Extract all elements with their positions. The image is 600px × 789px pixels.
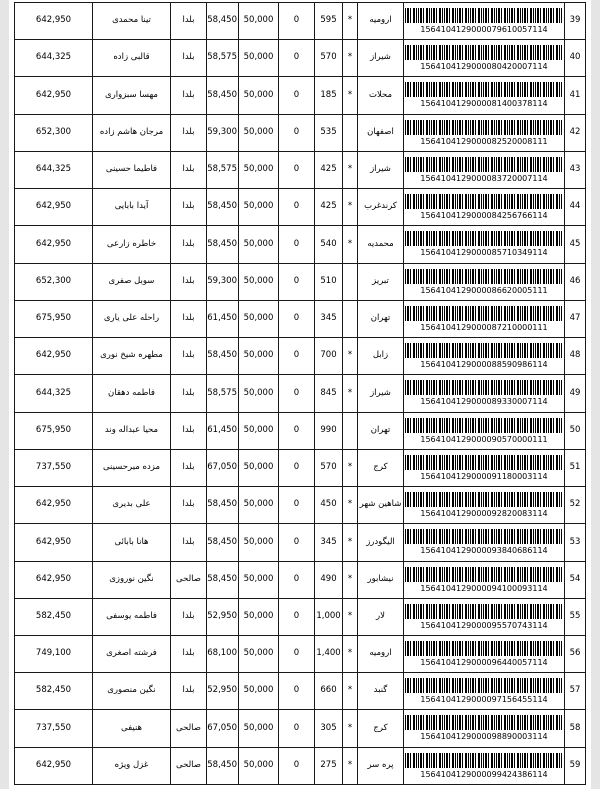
- barcode-graphic: [405, 380, 563, 395]
- name-cell: سوبل صفری: [93, 263, 171, 300]
- total-cell: 749,100: [15, 635, 93, 672]
- table-row: [15, 189, 586, 226]
- city-cell: محلات: [358, 77, 404, 114]
- star-mark-cell: [343, 412, 358, 449]
- star-mark-cell: *: [343, 598, 358, 635]
- barcode-number: 1564104129000087210000111: [420, 322, 548, 332]
- barcode-number: 1564104129000093840686114: [420, 546, 548, 556]
- zero-cell: 0: [279, 375, 315, 412]
- zero-cell: 0: [279, 114, 315, 151]
- star-mark-cell: [343, 263, 358, 300]
- barcode-number: 1564104129000089330007114: [420, 397, 548, 407]
- barcode-cell: [404, 114, 565, 151]
- table-row: [15, 412, 586, 449]
- amount-cell: 58,450: [207, 487, 239, 524]
- name-cell: آیدا بابایی: [93, 189, 171, 226]
- barcode-cell: [404, 487, 565, 524]
- star-mark-cell: *: [343, 487, 358, 524]
- barcode-cell: [404, 524, 565, 561]
- name-cell: هنیفی: [93, 710, 171, 747]
- star-mark-cell: *: [343, 338, 358, 375]
- row-number-cell: 58: [565, 710, 586, 747]
- city-cell: ارومیه: [358, 635, 404, 672]
- name-cell: فاطمه دهقان: [93, 375, 171, 412]
- zero-cell: 0: [279, 524, 315, 561]
- type-cell: بلدا: [171, 263, 207, 300]
- barcode-cell: [404, 151, 565, 188]
- row-number-cell: 40: [565, 40, 586, 77]
- city-cell: محمدیه: [358, 226, 404, 263]
- name-cell: قالبی زاده: [93, 40, 171, 77]
- total-cell: 642,950: [15, 338, 93, 375]
- star-mark-cell: *: [343, 673, 358, 710]
- type-cell: بلدا: [171, 189, 207, 226]
- barcode-number: 1564104129000085710349114: [420, 248, 548, 258]
- count-cell: 490: [315, 561, 343, 598]
- count-cell: 345: [315, 300, 343, 337]
- star-mark-cell: *: [343, 40, 358, 77]
- count-cell: 305: [315, 710, 343, 747]
- star-mark-cell: *: [343, 375, 358, 412]
- fee-cell: 50,000: [239, 487, 279, 524]
- city-cell: کرندغرب: [358, 189, 404, 226]
- zero-cell: 0: [279, 3, 315, 40]
- barcode-graphic: [405, 8, 563, 23]
- amount-cell: 58,575: [207, 151, 239, 188]
- fee-cell: 50,000: [239, 300, 279, 337]
- name-cell: فاطیما حسینی: [93, 151, 171, 188]
- star-mark-cell: *: [343, 189, 358, 226]
- city-cell: زابل: [358, 338, 404, 375]
- barcode-cell: [404, 635, 565, 672]
- total-cell: 642,950: [15, 226, 93, 263]
- amount-cell: 58,450: [207, 77, 239, 114]
- barcode-number: 1564104129000094100093114: [420, 583, 548, 593]
- zero-cell: 0: [279, 710, 315, 747]
- barcode-cell: [404, 189, 565, 226]
- barcode-graphic: [405, 567, 563, 582]
- row-number-cell: 46: [565, 263, 586, 300]
- barcode-number: 1564104129000086620005111: [420, 285, 548, 295]
- amount-cell: 67,050: [207, 710, 239, 747]
- star-mark-cell: *: [343, 747, 358, 784]
- barcode-graphic: [405, 269, 563, 284]
- amount-cell: 59,300: [207, 263, 239, 300]
- type-cell: بلدا: [171, 449, 207, 486]
- fee-cell: 50,000: [239, 598, 279, 635]
- table-row: [15, 151, 586, 188]
- barcode-graphic: [405, 641, 563, 656]
- barcode-number: 1564104129000096440057114: [420, 658, 548, 667]
- amount-cell: 52,950: [207, 598, 239, 635]
- fee-cell: 50,000: [239, 710, 279, 747]
- zero-cell: 0: [279, 561, 315, 598]
- barcode-number: 1564104129000082520008111: [420, 136, 548, 146]
- name-cell: علی بدیری: [93, 487, 171, 524]
- barcode-number: 1564104129000098890003114: [420, 732, 548, 742]
- total-cell: 642,950: [15, 524, 93, 561]
- row-number-cell: 41: [565, 77, 586, 114]
- count-cell: 345: [315, 524, 343, 561]
- count-cell: 275: [315, 747, 343, 784]
- row-number-cell: 57: [565, 673, 586, 710]
- name-cell: راحله علی یاری: [93, 300, 171, 337]
- type-cell: صالحی: [171, 710, 207, 747]
- name-cell: مرجان هاشم زاده: [93, 114, 171, 151]
- table-row: [15, 710, 586, 747]
- total-cell: 737,550: [15, 710, 93, 747]
- barcode-graphic: [405, 306, 563, 321]
- table-row: [15, 487, 586, 524]
- barcode-cell: [404, 710, 565, 747]
- name-cell: نگین منصوری: [93, 673, 171, 710]
- zero-cell: 0: [279, 487, 315, 524]
- zero-cell: 0: [279, 300, 315, 337]
- fee-cell: 50,000: [239, 114, 279, 151]
- city-cell: شاهین شهر: [358, 487, 404, 524]
- star-mark-cell: [343, 114, 358, 151]
- zero-cell: 0: [279, 263, 315, 300]
- fee-cell: 50,000: [239, 449, 279, 486]
- table-row: [15, 226, 586, 263]
- city-cell: شیراز: [358, 151, 404, 188]
- barcode-number: 1564104129000095570743114: [420, 620, 548, 630]
- zero-cell: 0: [279, 338, 315, 375]
- amount-cell: 67,050: [207, 449, 239, 486]
- barcode-cell: [404, 449, 565, 486]
- count-cell: 700: [315, 338, 343, 375]
- amount-cell: 58,450: [207, 226, 239, 263]
- row-number-cell: 50: [565, 412, 586, 449]
- city-cell: شیراز: [358, 375, 404, 412]
- table-row: [15, 524, 586, 561]
- name-cell: غزل ویژه: [93, 747, 171, 784]
- row-number-cell: 44: [565, 189, 586, 226]
- table-row: [15, 3, 586, 40]
- count-cell: 540: [315, 226, 343, 263]
- table-row: [15, 747, 586, 784]
- amount-cell: 58,450: [207, 3, 239, 40]
- name-cell: هانا بابائی: [93, 524, 171, 561]
- barcode-graphic: [405, 82, 563, 97]
- zero-cell: 0: [279, 226, 315, 263]
- star-mark-cell: *: [343, 151, 358, 188]
- barcode-graphic: [405, 120, 563, 135]
- total-cell: 644,325: [15, 151, 93, 188]
- barcode-cell: [404, 598, 565, 635]
- type-cell: بلدا: [171, 412, 207, 449]
- barcode-graphic: [405, 753, 563, 768]
- table-row: [15, 375, 586, 412]
- zero-cell: 0: [279, 673, 315, 710]
- fee-cell: 50,000: [239, 40, 279, 77]
- barcode-graphic: [405, 157, 563, 172]
- barcode-cell: [404, 300, 565, 337]
- name-cell: فرشته اصغری: [93, 635, 171, 672]
- table-row: [15, 300, 586, 337]
- type-cell: صالحی: [171, 747, 207, 784]
- barcode-number: 1564104129000080420007114: [420, 62, 548, 72]
- total-cell: 675,950: [15, 300, 93, 337]
- fee-cell: 50,000: [239, 412, 279, 449]
- city-cell: ارومیه: [358, 3, 404, 40]
- document-page: [9, 0, 591, 789]
- barcode-graphic: [405, 231, 563, 246]
- table-row: [15, 449, 586, 486]
- zero-cell: 0: [279, 412, 315, 449]
- name-cell: محیا عبداله وند: [93, 412, 171, 449]
- row-number-cell: 55: [565, 598, 586, 635]
- table-row: [15, 114, 586, 151]
- amount-cell: 61,450: [207, 300, 239, 337]
- zero-cell: 0: [279, 449, 315, 486]
- amount-cell: 59,300: [207, 114, 239, 151]
- barcode-graphic: [405, 418, 563, 433]
- type-cell: بلدا: [171, 3, 207, 40]
- amount-cell: 58,450: [207, 747, 239, 784]
- count-cell: 510: [315, 263, 343, 300]
- type-cell: بلدا: [171, 375, 207, 412]
- fee-cell: 50,000: [239, 635, 279, 672]
- barcode-graphic: [405, 343, 563, 358]
- city-cell: تهران: [358, 300, 404, 337]
- barcode-cell: [404, 338, 565, 375]
- name-cell: خاطره زارعی: [93, 226, 171, 263]
- star-mark-cell: *: [343, 710, 358, 747]
- table-row: [15, 338, 586, 375]
- row-number-cell: 59: [565, 747, 586, 784]
- city-cell: کرج: [358, 710, 404, 747]
- barcode-number: 1564104129000099424386114: [420, 769, 548, 779]
- total-cell: 642,950: [15, 3, 93, 40]
- row-number-cell: 42: [565, 114, 586, 151]
- barcode-cell: [404, 747, 565, 784]
- fee-cell: 50,000: [239, 673, 279, 710]
- amount-cell: 58,575: [207, 375, 239, 412]
- city-cell: الیگودرز: [358, 524, 404, 561]
- row-number-cell: 49: [565, 375, 586, 412]
- shipment-table: [14, 2, 586, 785]
- total-cell: 652,300: [15, 114, 93, 151]
- fee-cell: 50,000: [239, 524, 279, 561]
- count-cell: 535: [315, 114, 343, 151]
- count-cell: 425: [315, 151, 343, 188]
- city-cell: اصفهان: [358, 114, 404, 151]
- count-cell: 990: [315, 412, 343, 449]
- barcode-number: 1564104129000092820083114: [420, 509, 548, 519]
- total-cell: 644,325: [15, 40, 93, 77]
- row-number-cell: 47: [565, 300, 586, 337]
- total-cell: 737,550: [15, 449, 93, 486]
- type-cell: بلدا: [171, 40, 207, 77]
- count-cell: 595: [315, 3, 343, 40]
- row-number-cell: 54: [565, 561, 586, 598]
- star-mark-cell: *: [343, 3, 358, 40]
- row-number-cell: 51: [565, 449, 586, 486]
- star-mark-cell: [343, 300, 358, 337]
- name-cell: فاطمه یوسفی: [93, 598, 171, 635]
- total-cell: 582,450: [15, 673, 93, 710]
- name-cell: مهسا سبزواری: [93, 77, 171, 114]
- star-mark-cell: *: [343, 449, 358, 486]
- zero-cell: 0: [279, 77, 315, 114]
- star-mark-cell: *: [343, 635, 358, 672]
- row-number-cell: 43: [565, 151, 586, 188]
- fee-cell: 50,000: [239, 226, 279, 263]
- total-cell: 582,450: [15, 598, 93, 635]
- table-row: [15, 598, 586, 635]
- count-cell: 845: [315, 375, 343, 412]
- table-row: [15, 40, 586, 77]
- count-cell: 660: [315, 673, 343, 710]
- star-mark-cell: *: [343, 77, 358, 114]
- name-cell: تینا محمدی: [93, 3, 171, 40]
- total-cell: 652,300: [15, 263, 93, 300]
- zero-cell: 0: [279, 598, 315, 635]
- city-cell: شیراز: [358, 40, 404, 77]
- barcode-graphic: [405, 604, 563, 619]
- fee-cell: 50,000: [239, 338, 279, 375]
- total-cell: 644,325: [15, 375, 93, 412]
- amount-cell: 68,100: [207, 635, 239, 672]
- name-cell: مطهره شیخ نوری: [93, 338, 171, 375]
- barcode-graphic: [405, 529, 563, 544]
- table-row: [15, 635, 586, 672]
- row-number-cell: 52: [565, 487, 586, 524]
- fee-cell: 50,000: [239, 747, 279, 784]
- row-number-cell: 53: [565, 524, 586, 561]
- city-cell: تبریز: [358, 263, 404, 300]
- total-cell: 642,950: [15, 561, 93, 598]
- type-cell: بلدا: [171, 635, 207, 672]
- table-body: [15, 3, 586, 785]
- barcode-cell: [404, 40, 565, 77]
- name-cell: نگین نوروزی: [93, 561, 171, 598]
- row-number-cell: 48: [565, 338, 586, 375]
- barcode-cell: [404, 77, 565, 114]
- barcode-graphic: [405, 678, 563, 693]
- table-row: [15, 673, 586, 710]
- barcode-number: 1564104129000083720007114: [420, 173, 548, 183]
- type-cell: بلدا: [171, 598, 207, 635]
- total-cell: 675,950: [15, 412, 93, 449]
- fee-cell: 50,000: [239, 77, 279, 114]
- type-cell: بلدا: [171, 77, 207, 114]
- type-cell: صالحی: [171, 561, 207, 598]
- type-cell: بلدا: [171, 673, 207, 710]
- zero-cell: 0: [279, 747, 315, 784]
- type-cell: بلدا: [171, 524, 207, 561]
- amount-cell: 52,950: [207, 673, 239, 710]
- barcode-graphic: [405, 455, 563, 470]
- barcode-cell: [404, 263, 565, 300]
- row-number-cell: 56: [565, 635, 586, 672]
- barcode-cell: [404, 412, 565, 449]
- count-cell: 570: [315, 40, 343, 77]
- total-cell: 642,950: [15, 747, 93, 784]
- barcode-number: 1564104129000084256766114: [420, 211, 548, 221]
- barcode-number: 1564104129000097156455114: [420, 695, 548, 705]
- barcode-number: 1564104129000088590986114: [420, 360, 548, 370]
- barcode-number: 1564104129000091180003114: [420, 471, 548, 481]
- barcode-graphic: [405, 492, 563, 507]
- barcode-graphic: [405, 194, 563, 209]
- count-cell: 1,400: [315, 635, 343, 672]
- amount-cell: 58,575: [207, 40, 239, 77]
- fee-cell: 50,000: [239, 3, 279, 40]
- table-row: [15, 77, 586, 114]
- count-cell: 425: [315, 189, 343, 226]
- table-row: [15, 561, 586, 598]
- count-cell: 450: [315, 487, 343, 524]
- barcode-number: 1564104129000081400378114: [420, 99, 548, 109]
- city-cell: کرج: [358, 449, 404, 486]
- city-cell: لار: [358, 598, 404, 635]
- barcode-graphic: [405, 45, 563, 60]
- barcode-cell: [404, 673, 565, 710]
- amount-cell: 58,450: [207, 189, 239, 226]
- total-cell: 642,950: [15, 189, 93, 226]
- amount-cell: 58,450: [207, 338, 239, 375]
- count-cell: 570: [315, 449, 343, 486]
- barcode-cell: [404, 375, 565, 412]
- row-number-cell: 39: [565, 3, 586, 40]
- fee-cell: 50,000: [239, 561, 279, 598]
- zero-cell: 0: [279, 189, 315, 226]
- barcode-number: 1564104129000079610057114: [420, 25, 548, 35]
- zero-cell: 0: [279, 151, 315, 188]
- type-cell: بلدا: [171, 338, 207, 375]
- name-cell: مزده میرحسینی: [93, 449, 171, 486]
- fee-cell: 50,000: [239, 151, 279, 188]
- type-cell: بلدا: [171, 151, 207, 188]
- type-cell: بلدا: [171, 226, 207, 263]
- fee-cell: 50,000: [239, 375, 279, 412]
- type-cell: بلدا: [171, 114, 207, 151]
- barcode-cell: [404, 3, 565, 40]
- city-cell: پره سر: [358, 747, 404, 784]
- star-mark-cell: *: [343, 561, 358, 598]
- count-cell: 1,000: [315, 598, 343, 635]
- count-cell: 185: [315, 77, 343, 114]
- type-cell: بلدا: [171, 300, 207, 337]
- type-cell: بلدا: [171, 487, 207, 524]
- barcode-cell: [404, 226, 565, 263]
- zero-cell: 0: [279, 635, 315, 672]
- city-cell: نیشابور: [358, 561, 404, 598]
- star-mark-cell: *: [343, 226, 358, 263]
- total-cell: 642,950: [15, 77, 93, 114]
- amount-cell: 58,450: [207, 561, 239, 598]
- fee-cell: 50,000: [239, 263, 279, 300]
- amount-cell: 61,450: [207, 412, 239, 449]
- barcode-number: 1564104129000090570000111: [420, 434, 548, 444]
- barcode-graphic: [405, 715, 563, 730]
- total-cell: 642,950: [15, 487, 93, 524]
- row-number-cell: 45: [565, 226, 586, 263]
- city-cell: تهران: [358, 412, 404, 449]
- table-row: [15, 263, 586, 300]
- amount-cell: 58,450: [207, 524, 239, 561]
- zero-cell: 0: [279, 40, 315, 77]
- star-mark-cell: *: [343, 524, 358, 561]
- fee-cell: 50,000: [239, 189, 279, 226]
- city-cell: گنبد: [358, 673, 404, 710]
- barcode-cell: [404, 561, 565, 598]
